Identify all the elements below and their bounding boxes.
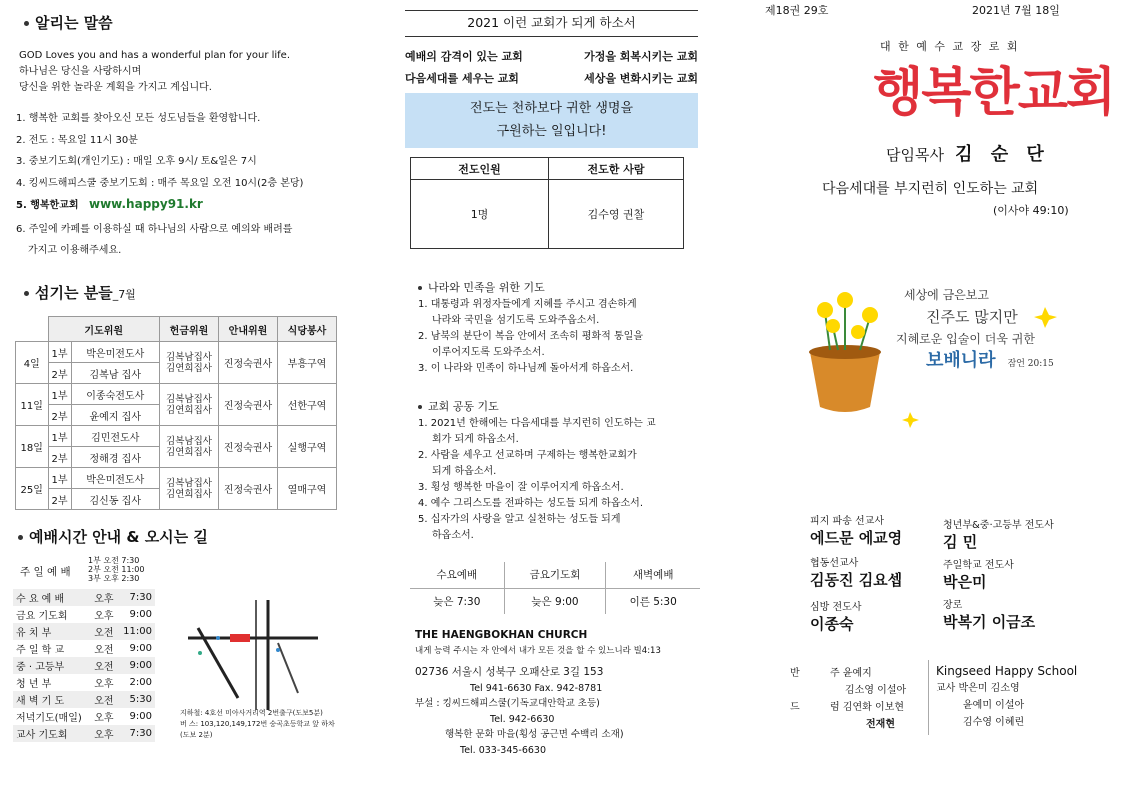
- church-prayer: 교회 공동 기도 1. 2021년 한해에는 다음세대를 부지런히 인도하는 교 회가 되게 하옵소서. 2. 사람을 세우고 선교하며 구제하는 행복한교회가 되게 하옵소서. 3. 횡성 행복한 마을이 잘 이루어지게 하옵소서. 4. 예수 그리스도를 전파하는 성도들 되게 하옵소서. 5. 십자가의 사랑을 알고 실천하는 성도들 되게 하옵소서.: [418, 400, 656, 541]
- prayer-person: 윤예지 집사: [71, 405, 160, 426]
- staff-name: 김동진 김요셉: [810, 571, 903, 589]
- notice-item-website: 5. 행복한교회 www.happy91.kr: [16, 197, 203, 211]
- school-title: Kingseed Happy School: [936, 664, 1078, 678]
- nation-prayer: 나라와 민족을 위한 기도 1. 대통령과 위정자들에게 지혜를 주시고 겸손하게 나라와 국민을 섬기도록 도와주옵소서. 2. 남북의 분단이 복음 안에서 조속히 평화적 통일을 이루어지도록 도와주소서. 3. 이 나라와 민족이 하나님께 돌아서게 하옵소서.: [418, 281, 643, 374]
- guide-person: 진정숙권사: [219, 468, 278, 510]
- church-name-en: THE HAENGBOKHAN CHURCH: [415, 629, 588, 641]
- website-link[interactable]: www.happy91.kr: [89, 197, 203, 211]
- church-info: THE HAENGBOKHAN CHURCH 내게 능력 주시는 자 안에서 내가 모든 것을 할 수 있느니라 빌4:13 02736 서울시 성북구 오패산로 3길 153 Tel 941-6630 Fax. 942-8781 부설 : 킹씨드해피스쿨(기독교대안학교 초등) Tel. 942-6630 행복한 문화 마을(횡성 공근면 수백리 소재) Tel. 033-345-6630: [415, 628, 715, 758]
- bullet-icon: [418, 405, 422, 409]
- worship-title: 예배시간 안내 & 오시는 길: [18, 526, 208, 547]
- map-caption: 버 스: 103,120,149,172번 숭곡초등학교 앞 하차(도보 2분): [180, 720, 335, 739]
- notice-item: 4. 킹씨드해피스쿨 중보기도회 : 매주 목요일 오전 10시(2층 본당): [16, 177, 304, 189]
- guide-person: 진정숙권사: [219, 342, 278, 384]
- meal-group: 실행구역: [278, 426, 337, 468]
- vision-list: [405, 46, 698, 90]
- school-list: Kingseed Happy School 교사 박은미 김소영 윤예미 이설아 김수영 이혜린: [936, 663, 1086, 731]
- bullet-icon: [24, 291, 29, 296]
- notice-list: [16, 108, 356, 262]
- week-date: 4일: [16, 342, 49, 384]
- prayer-person: 김민전도사: [71, 426, 160, 447]
- prayer-person: 이종숙전도사: [71, 384, 160, 405]
- calligraphy-art: 세상에 금은보고 진주도 많지만 지혜로운 입술이 더욱 귀한 보배니라 잠언 20:15: [800, 282, 1080, 432]
- staff-name: 박복기 이금조: [943, 613, 1036, 631]
- church-map: [168, 598, 340, 738]
- staff-name: 이종숙: [810, 615, 854, 633]
- welcome-text: [19, 48, 349, 96]
- guide-person: 진정숙권사: [219, 384, 278, 426]
- prayer-person: 박은미전도사: [71, 342, 160, 363]
- welcome-line: 하나님은 당신을 사랑하시며: [19, 66, 142, 77]
- service-row: 새 벽 기 도 오전 5:30: [13, 691, 155, 708]
- service-row: 청 년 부 오후 2:00: [16, 677, 152, 690]
- pastor-name: 김 순 단: [955, 144, 1050, 165]
- pastor: 담임목사 김 순 단: [886, 144, 1050, 165]
- evangelism-table: 전도인원 전도한 사람 1명 김수영 권찰: [410, 157, 684, 249]
- prayer-person: 김복남 집사: [71, 363, 160, 384]
- service-row: 중 · 고등부 오전 9:00: [13, 657, 155, 674]
- meal-group: 선한구역: [278, 384, 337, 426]
- header-guide: 안내위원: [219, 317, 278, 342]
- bulletin-date: 2021년 7월 18일: [972, 4, 1060, 17]
- vision-item: 세상을 변화시키는 교회: [584, 72, 698, 85]
- service-row: 수 요 예 배 오후 7:30: [13, 589, 155, 606]
- service-row: 저녁기도(매일) 오후 9:00: [16, 711, 152, 724]
- header-offering: 헌금위원: [160, 317, 219, 342]
- staff-name: 박은미: [943, 573, 987, 591]
- service-row: 교사 기도회 오후 7:30: [13, 725, 155, 742]
- welcome-line: GOD Loves you and has a wonderful plan for your life.: [19, 50, 291, 61]
- vision-item: 가정을 회복시키는 교회: [584, 50, 698, 63]
- evangelism-count: 1명: [411, 180, 549, 249]
- prayer-person: 박은미전도사: [71, 468, 160, 489]
- map-caption: 지하철: 4호선 미아사거리역 2번출구(도보5분): [180, 709, 323, 717]
- bullet-icon: [418, 286, 422, 290]
- divider: [405, 10, 698, 11]
- prayer-person: 정해경 집사: [71, 447, 160, 468]
- notice-item: 가지고 이용해주세요.: [28, 245, 122, 256]
- motto: 다음세대를 부지런히 인도하는 교회: [822, 181, 1039, 197]
- bullet-icon: [24, 21, 29, 26]
- vision-item: 다음세대를 세우는 교회: [405, 72, 519, 85]
- service-row: 유 치 부 오전 11:00: [13, 623, 155, 640]
- meal-group: 열매구역: [278, 468, 337, 510]
- evangelism-banner: 전도는 천하보다 귀한 생명을 구원하는 일입니다!: [405, 93, 698, 148]
- servers-title: 섬기는 분들_7월: [24, 282, 136, 303]
- week-date: 11일: [16, 384, 49, 426]
- notice-item: 3. 중보기도회(개인기도) : 매일 오후 9시/ 토&일은 7시: [16, 156, 257, 167]
- evangelism-person: 김수영 권찰: [549, 180, 684, 249]
- service-row: 주 일 학 교 오전 9:00: [16, 643, 152, 656]
- divider: [405, 36, 698, 37]
- staff-name: 에드문 에교영: [810, 529, 903, 547]
- church-logo: 행복한교회: [873, 63, 1115, 123]
- servers-table: 기도위원 헌금위원 안내위원 식당봉사 4일 1부 박은미전도사 김복남집사 김연희집사 진정숙권사 부흥구역 2부 김복남 집사 11일 1부 이종숙전도사 김복남집사 김연희집사 진정숙권사 선한구역 2부 윤예지 집사 18일 1부 김민전도사 김복남집사 김연희집사 진정숙권사 실행구역 2부 정해경 집사 25일 1부 박은미전도사 김복남집사 김연희집사 진정숙권사 열매구역 2부 김신동 집사: [15, 316, 337, 510]
- events-table: 수요예배 금요기도회 새벽예배 늦은 7:30 늦은 9:00 이른 5:30: [410, 562, 700, 614]
- notice-item: 6. 주일에 카페를 이용하실 때 하나님의 사람으로 예의와 배려를: [16, 223, 293, 235]
- guide-person: 진정숙권사: [219, 426, 278, 468]
- vision-title: 2021 이런 교회가 되게 하소서: [467, 15, 636, 30]
- vision-item: 예배의 감격이 있는 교회: [405, 50, 523, 63]
- welcome-line: 당신을 위한 놀라운 계획을 가지고 계십니다.: [19, 82, 212, 93]
- divider: [928, 660, 929, 735]
- service-row: 금요 기도회 오후 9:00: [16, 609, 152, 622]
- week-date: 18일: [16, 426, 49, 468]
- week-date: 25일: [16, 468, 49, 510]
- volume-number: 제18권 29호: [765, 4, 829, 17]
- staff-name: 김 민: [943, 533, 978, 551]
- notice-item: 2. 전도 : 목요일 11시 30분: [16, 134, 138, 146]
- service-times-table: [13, 589, 155, 742]
- notice-title: 알리는 말씀: [24, 12, 113, 33]
- header-prayer: 기도위원: [48, 317, 160, 342]
- address: 02736 서울시 성북구 오패산로 3길 153: [415, 666, 604, 678]
- denomination: 대 한 예 수 교 장 로 회: [880, 40, 1020, 53]
- prayer-person: 김신동 집사: [71, 489, 160, 510]
- meal-group: 부흥구역: [278, 342, 337, 384]
- motto-reference: (이사야 49:10): [993, 204, 1069, 217]
- notice-item: 1. 행복한 교회를 찾아오신 모든 성도님들을 환영합니다.: [16, 113, 261, 124]
- verse: 내게 능력 주시는 자 안에서 내가 모든 것을 할 수 있느니라 빌4:13: [415, 645, 661, 656]
- header-meal: 식당봉사: [278, 317, 337, 342]
- bullet-icon: [18, 535, 23, 540]
